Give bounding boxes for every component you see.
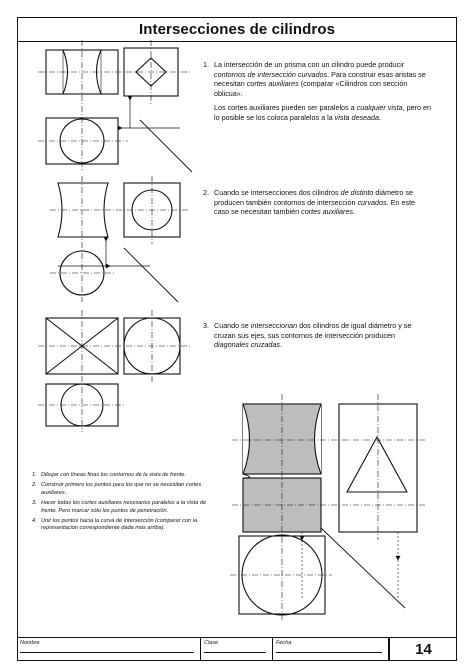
section-paragraph: Cuando se intersecciones dos cilindros de distinto diámetro se producen también contornos de intersección curvados. En este caso se necesitan también cortes auxiliares. xyxy=(214,188,415,217)
section-1-body xyxy=(214,60,431,123)
section-paragraph: Los cortes auxiliares pueden ser paralelos a cualquier vista, pero en lo posible se los coloca paralelos a la vista deseada. xyxy=(214,103,431,122)
instruction-item: 3. Hacer todas los cortes auxiliares necesarios paralelos a la vista de frente. Pero marcar sólo los puntos de penetración. xyxy=(32,500,207,514)
clase-field[interactable] xyxy=(201,638,273,661)
nombre-label: Nombre xyxy=(20,640,40,646)
italic-text: contornos de intersección curvados xyxy=(214,69,328,79)
nombre-line xyxy=(20,652,194,653)
italic-text: vista deseada xyxy=(334,112,380,122)
section-2-body xyxy=(214,188,431,217)
fecha-field[interactable] xyxy=(273,638,389,661)
italic-text: interseccionan xyxy=(250,321,298,330)
instruction-item: 4. Unir los puntos hacia la curva de intersección (comparar con la representación correspondiente dada más arriba). xyxy=(32,518,198,532)
section-2-text xyxy=(203,188,431,222)
italic-text: cortes auxiliares xyxy=(246,79,299,89)
clase-line xyxy=(204,652,266,653)
section-paragraph: La intersección de un prisma con un cilindro puede producir contornos de intersección curvados. Para construir esas aristas se necesitan cortes auxiliares (comparar «Cilindros con sección oblicua». xyxy=(214,60,426,98)
section-1-number: 1. xyxy=(203,60,209,69)
instruction-item: 1. Dibujar con líneas finas los contornos de la vista de frente. xyxy=(32,472,186,478)
nombre-field[interactable] xyxy=(17,638,201,661)
instruction-item: 2. Construir primero los puntos para los que no se necesitan cortes auxiliares. xyxy=(32,482,202,496)
page-title: Intersecciones de cilindros xyxy=(138,21,336,38)
clase-label: Clase xyxy=(204,640,219,646)
page-number: 14 xyxy=(415,641,432,658)
footer-title-block xyxy=(17,637,457,661)
section-3-body xyxy=(214,321,431,350)
fecha-line xyxy=(276,652,382,653)
section-paragraph: Cuando se interseccionan dos cilindros de igual diámetro y se cruzan sus ejes, sus contornos de intersección producen diagonales cruzadas. xyxy=(214,321,412,350)
italic-text: cualquier vista xyxy=(356,103,403,113)
title-bar xyxy=(18,18,456,42)
italic-text: curvados xyxy=(357,197,387,207)
instructions-list xyxy=(32,472,212,536)
italic-text: cortes auxiliares xyxy=(301,207,354,217)
section-2-number: 2. xyxy=(203,188,209,197)
page-number-box xyxy=(389,638,457,661)
section-3-number: 3. xyxy=(203,321,209,330)
italic-text: de distinto xyxy=(340,188,374,197)
fecha-label: Fecha xyxy=(276,640,292,646)
section-1-text xyxy=(203,60,431,128)
italic-text: diagonales cruzadas xyxy=(214,340,280,350)
section-3-text xyxy=(203,321,431,355)
